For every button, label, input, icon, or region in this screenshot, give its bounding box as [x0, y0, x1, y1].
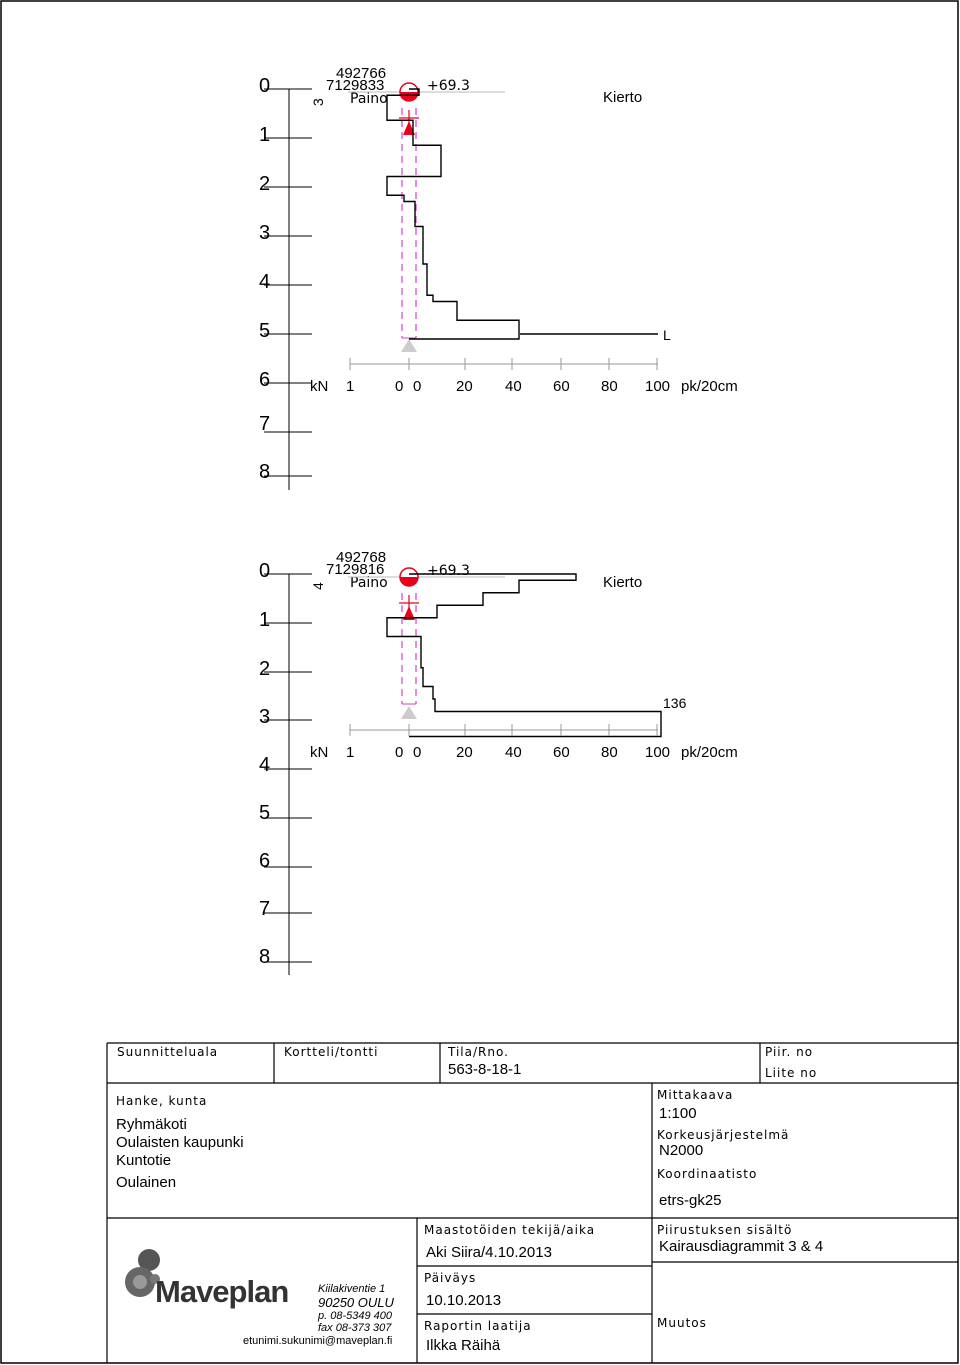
scale-bar — [350, 724, 658, 736]
depth-label: 2 — [259, 658, 271, 680]
depth-label: 4 — [259, 271, 271, 293]
depth-label: 0 — [259, 75, 271, 97]
coord-y: 7129833 — [326, 77, 385, 94]
point-id: 3 — [310, 98, 326, 106]
depth-labels — [259, 560, 270, 968]
scale-tick: 0 — [395, 744, 404, 761]
paivays-label: Päiväys — [424, 1271, 477, 1285]
depth-label: 2 — [259, 173, 271, 195]
scale-bar — [350, 358, 658, 370]
hanke-line: Kuntotie — [116, 1152, 172, 1169]
scale-tick: 20 — [456, 744, 473, 761]
depth-label: 3 — [259, 706, 271, 728]
method-label: Paino — [350, 91, 388, 107]
maasto-label: Maastotöiden tekijä/aika — [424, 1223, 596, 1237]
hanke-line: Oulainen — [116, 1174, 177, 1191]
sounding-profile — [387, 574, 661, 737]
end-label: 136 — [663, 695, 687, 711]
scale-tick: 20 — [456, 378, 473, 395]
scale-tick: 80 — [601, 378, 618, 395]
depth-label: 6 — [259, 369, 271, 391]
muutos-label: Muutos — [657, 1316, 707, 1330]
company-name: Maveplan — [155, 1274, 289, 1309]
paino-marker-icon — [400, 83, 418, 101]
piir-label: Piir. no — [765, 1045, 814, 1059]
depth-label: 7 — [259, 413, 271, 435]
depth-label: 1 — [259, 609, 271, 631]
maasto-value: Aki Siira/4.10.2013 — [426, 1244, 552, 1261]
method-label: Paino — [350, 575, 388, 591]
depth-label: 8 — [259, 946, 271, 968]
scale-tick: 60 — [553, 744, 570, 761]
tila-value: 563-8-18-1 — [448, 1061, 522, 1078]
address-line: Kiilakiventie 1 — [318, 1283, 386, 1295]
depth-ticks — [264, 574, 312, 962]
kn-label: kN — [310, 744, 329, 761]
raportin-label: Raportin laatija — [424, 1319, 532, 1333]
depth-label: 8 — [259, 461, 271, 483]
rotation-label: Kierto — [603, 574, 643, 591]
depth-ticks — [264, 89, 312, 476]
tila-label: Tila/Rno. — [448, 1045, 509, 1059]
kn-label: kN — [310, 378, 329, 395]
suunnitteluala-label: Suunnitteluala — [117, 1045, 219, 1059]
scale-tick: 0 — [395, 378, 404, 395]
depth-label: 7 — [259, 898, 271, 920]
depth-label: 5 — [259, 802, 271, 824]
depth-label: 6 — [259, 850, 271, 872]
coord-y: 7129816 — [326, 561, 385, 578]
coord-x: 492766 — [336, 65, 387, 82]
elevation-label: +69.3 — [427, 563, 470, 579]
raportin-value: Ilkka Räihä — [426, 1337, 501, 1354]
end-triangle-icon — [401, 339, 417, 352]
paivays-value: 10.10.2013 — [426, 1292, 502, 1309]
point-id: 4 — [310, 582, 326, 590]
address-line: fax 08-373 307 — [318, 1322, 392, 1334]
depth-label: 3 — [259, 222, 271, 244]
paino-marker-icon — [400, 568, 418, 586]
scale-labels — [310, 744, 738, 761]
mittakaava-value: 1:100 — [659, 1105, 697, 1122]
koordinaatisto-label: Koordinaatisto — [657, 1167, 758, 1181]
scale-tick: 60 — [553, 378, 570, 395]
end-label: L — [663, 327, 671, 343]
address-line: p. 08-5349 400 — [318, 1310, 393, 1322]
scale-tick: 0 — [413, 744, 422, 761]
depth-label: 1 — [259, 124, 271, 146]
scale-labels — [310, 378, 738, 395]
scale-tick: 80 — [601, 744, 618, 761]
scale-tick: 1 — [346, 378, 355, 395]
scale-tick: 100 — [645, 378, 671, 395]
korkeus-label: Korkeusjärjestelmä — [657, 1128, 790, 1142]
scale-tick: 40 — [505, 744, 522, 761]
korkeus-value: N2000 — [659, 1142, 704, 1159]
hanke-line: Ryhmäkoti — [116, 1116, 187, 1133]
depth-label: 4 — [259, 754, 271, 776]
piirustuksen-value: Kairausdiagrammit 3 & 4 — [659, 1238, 824, 1255]
scale-unit: pk/20cm — [681, 744, 738, 761]
scale-tick: 1 — [346, 744, 355, 761]
kortteli-label: Kortteli/tontti — [284, 1045, 379, 1059]
liite-label: Liite no — [765, 1066, 818, 1080]
depth-label: 0 — [259, 560, 271, 582]
scale-tick: 40 — [505, 378, 522, 395]
depth-labels — [259, 75, 270, 483]
title-block-grid — [107, 1043, 958, 1363]
sounding-diagram-4 — [259, 549, 738, 975]
hanke-label: Hanke, kunta — [116, 1094, 208, 1108]
rotation-label: Kierto — [603, 89, 643, 106]
company-email: etunimi.sukunimi@maveplan.fi — [243, 1335, 393, 1347]
koordinaatisto-value: etrs-gk25 — [659, 1192, 722, 1209]
coord-x: 492768 — [336, 549, 387, 566]
sounding-diagram-3 — [259, 65, 738, 490]
scale-unit: pk/20cm — [681, 378, 738, 395]
rod-guide — [402, 108, 416, 338]
mittakaava-label: Mittakaava — [657, 1088, 734, 1102]
scale-tick: 0 — [413, 378, 422, 395]
end-triangle-icon — [401, 706, 417, 719]
address-line: 90250 OULU — [318, 1295, 394, 1310]
piirustuksen-label: Piirustuksen sisältö — [657, 1223, 793, 1237]
hanke-line: Oulaisten kaupunki — [116, 1134, 244, 1151]
depth-label: 5 — [259, 320, 271, 342]
scale-tick: 100 — [645, 744, 671, 761]
elevation-label: +69.3 — [427, 78, 470, 94]
